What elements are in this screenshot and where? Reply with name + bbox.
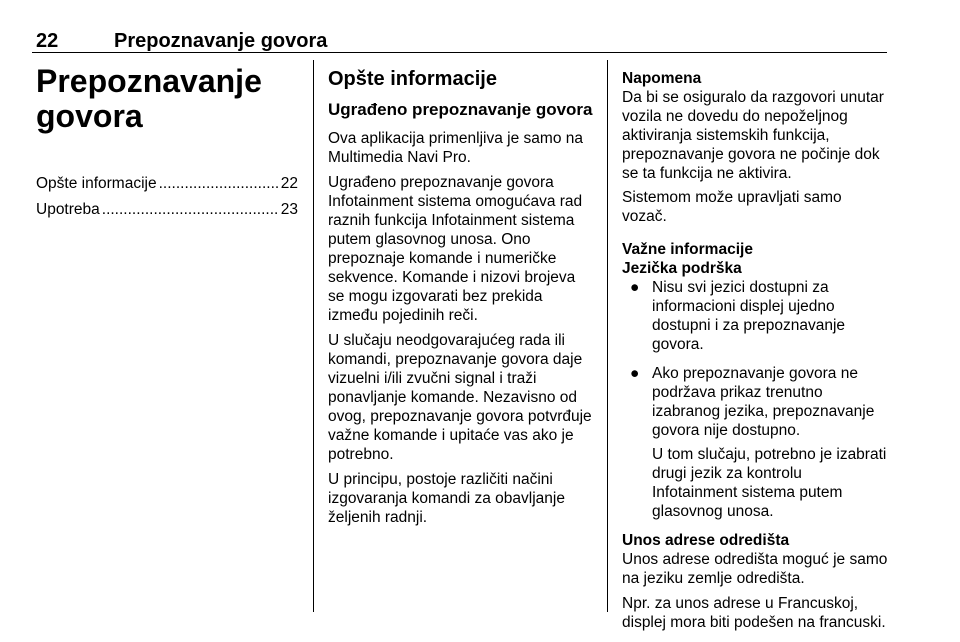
toc-page-number: 23	[280, 201, 298, 218]
example-text: Npr. za unos adrese u Francuskoj, displej mora biti podešen na francuski.	[622, 595, 886, 631]
paragraph: Ova aplikacija primenljiva je samo na Multimedia Navi Pro.	[328, 130, 584, 166]
bullet-icon: ●	[630, 365, 640, 382]
language-support-heading: Jezička podrška	[622, 260, 742, 277]
subsection-title: Ugrađeno prepoznavanje govora	[328, 100, 593, 119]
toc-page-number: 22	[280, 175, 298, 192]
running-title: Prepoznavanje govora	[114, 30, 328, 52]
chapter-title-line2: govora	[36, 98, 143, 134]
section-title: Opšte informacije	[328, 68, 497, 90]
list-item	[622, 364, 890, 521]
destination-heading: Unos adrese odredišta	[622, 532, 790, 549]
toc-label: Opšte informacije	[36, 175, 157, 192]
toc-entry-general-info[interactable]	[36, 174, 298, 193]
destination-text: Unos adrese odredišta moguć je samo na jeziku zemlje odredišta.	[622, 551, 888, 587]
paragraph: Ugrađeno prepoznavanje govora Infotainment sistema omogućava rad raznih funkcija Infotainment sistema putem glasovnog unosa. Ono prepoznaje komande i numeričke sekvence. Komande i nizovi brojeva se mogu izgovarati bez prekida između pojedinih reči.	[328, 174, 583, 324]
paragraph: U principu, postoje različiti načini izgovaranja komandi za obavljanje željenih radnji.	[328, 471, 565, 526]
bullet-subtext: U tom slučaju, potrebno je izabrati drugi jezik za kontrolu Infotainment sistema putem glasovnog unosa.	[652, 446, 887, 520]
table-of-contents	[36, 174, 298, 219]
important-info-heading: Važne informacije	[622, 241, 753, 258]
toc-label: Upotreba	[36, 201, 100, 218]
general-info-column	[328, 60, 593, 533]
bullet-list	[622, 278, 890, 521]
header-rule	[32, 52, 887, 53]
column-divider	[607, 60, 608, 612]
notes-column	[622, 60, 890, 638]
bullet-text: Nisu svi jezici dostupni za informacioni displej ujedno dostupni i za prepoznavanje govora.	[652, 279, 846, 353]
column-divider	[313, 60, 314, 612]
list-item	[622, 278, 890, 354]
chapter-column	[36, 60, 298, 226]
chapter-title-line1: Prepoznavanje	[36, 63, 262, 99]
paragraph: U slučaju neodgovarajućeg rada ili komandi, prepoznavanje govora daje vizuelni i/ili zvučni signal i traži ponavljanje komande. Nezavisno od ovog, prepoznavanje govora potvrđuje važne komande i upitaće vas ako je potrebno.	[328, 332, 592, 463]
operator-text: Sistemom može upravljati samo vozač.	[622, 189, 842, 225]
page-number: 22	[36, 30, 59, 52]
toc-leader-dots	[159, 174, 279, 193]
page-header	[32, 30, 887, 52]
bullet-icon: ●	[630, 279, 640, 296]
bullet-text: Ako prepoznavanje govora ne podržava prikaz trenutno izabranog jezika, prepoznavanje govora nije dostupno.	[652, 365, 875, 439]
chapter-title	[36, 64, 298, 134]
note-text: Da bi se osiguralo da razgovori unutar vozila ne dovedu do nepoželjnog aktiviranja sistemskih funkcija, prepoznavanje govora ne počinje dok se ta funkcija ne aktivira.	[622, 89, 884, 182]
toc-entry-usage[interactable]	[36, 200, 298, 219]
note-title: Napomena	[622, 70, 702, 87]
toc-leader-dots	[102, 200, 279, 219]
